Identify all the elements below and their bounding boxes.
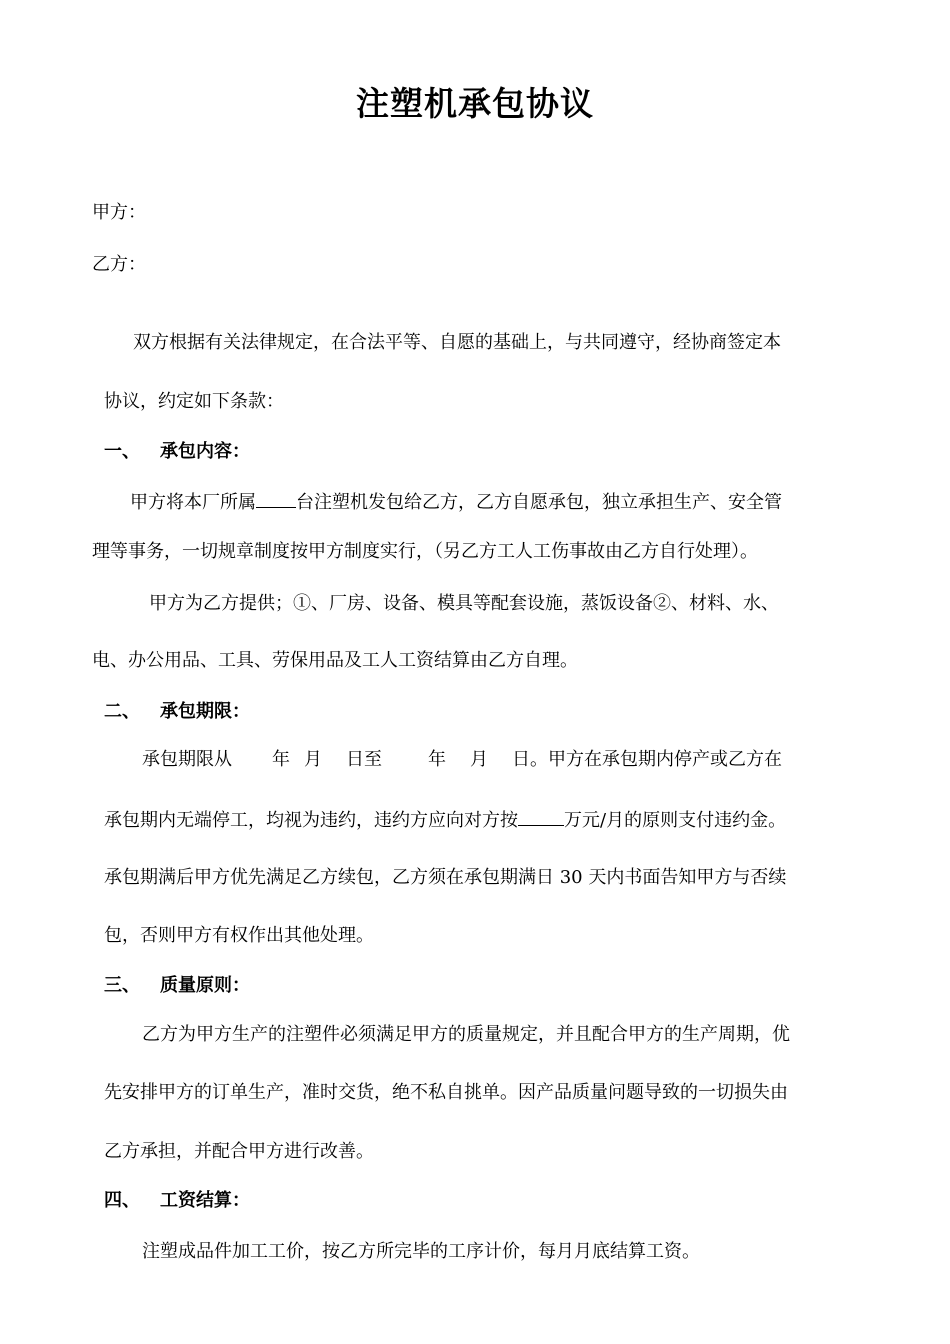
section-2-text: 承包期限从 (142, 749, 232, 770)
section-2-line-1 (142, 748, 782, 772)
document-title: 注塑机承包协议 (356, 84, 594, 123)
section-3-heading (104, 974, 250, 998)
penalty-amount-blank (518, 807, 564, 826)
section-2-heading (104, 700, 250, 724)
section-2-text: 承包期内无端停工，均视为违约，违约方应向对方按 (104, 810, 518, 831)
section-2-line-4: 包，否则甲方有权作出其他处理。 (104, 925, 374, 946)
section-4-line-1: 注塑成品件加工工价，按乙方所完毕的工序计价，每月月底结算工资。 (142, 1241, 700, 1262)
date-year-label: 年 (272, 749, 290, 770)
section-3-number: 三、 (104, 975, 140, 996)
section-1-title: 承包内容： (160, 441, 250, 462)
section-3-line-1: 乙方为甲方生产的注塑件必须满足甲方的质量规定，并且配合甲方的生产周期，优 (142, 1024, 790, 1045)
section-4-number: 四、 (104, 1190, 140, 1211)
section-1-para-1-line-2: 理等事务，一切规章制度按甲方制度实行，（另乙方工人工伤事故由乙方自行处理）。 (92, 541, 758, 562)
section-2-text: 日。甲方在承包期内停产或乙方在 (512, 749, 782, 770)
section-2-line-3: 承包期满后甲方优先满足乙方续包，乙方须在承包期满日 30 天内书面告知甲方与否续 (104, 867, 787, 888)
date-day-label: 日至 (346, 749, 382, 770)
section-3-line-2: 先安排甲方的订单生产，准时交货，绝不私自挑单。因产品质量问题导致的一切损失由 (104, 1082, 788, 1103)
section-1-text: 台注塑机发包给乙方，乙方自愿承包，独立承担生产、安全管 (296, 492, 782, 513)
section-2-title: 承包期限： (160, 701, 250, 722)
section-2-text: 万元/月的原则支付违约金。 (564, 810, 787, 831)
section-1-heading (104, 440, 250, 464)
section-1-para-2-line-1: 甲方为乙方提供；①、厂房、设备、模具等配套设施，蒸饭设备②、材料、水、 (149, 593, 779, 614)
section-3-line-3: 乙方承担，并配合甲方进行改善。 (104, 1141, 374, 1162)
party-b-label: 乙方： (92, 254, 146, 275)
intro-line-1: 双方根据有关法律规定，在合法平等、自愿的基础上，与共同遵守，经协商签定本 (133, 332, 781, 353)
section-3-title: 质量原则： (160, 975, 250, 996)
intro-line-2: 协议，约定如下条款： (104, 391, 284, 412)
section-2-number: 二、 (104, 701, 140, 722)
section-2-line-2 (104, 807, 786, 833)
section-1-number: 一、 (104, 441, 140, 462)
section-1-para-1-line-1 (130, 489, 782, 515)
date-month-label: 月 (470, 749, 488, 770)
section-1-para-2-line-2: 电、办公用品、工具、劳保用品及工人工资结算由乙方自理。 (92, 650, 578, 671)
machine-count-blank (256, 489, 296, 508)
date-year-label: 年 (428, 749, 446, 770)
date-month-label: 月 (304, 749, 322, 770)
section-4-heading (104, 1189, 250, 1213)
section-4-title: 工资结算： (160, 1190, 250, 1211)
party-a-label: 甲方： (92, 202, 146, 223)
section-1-text: 甲方将本厂所属 (130, 492, 256, 513)
